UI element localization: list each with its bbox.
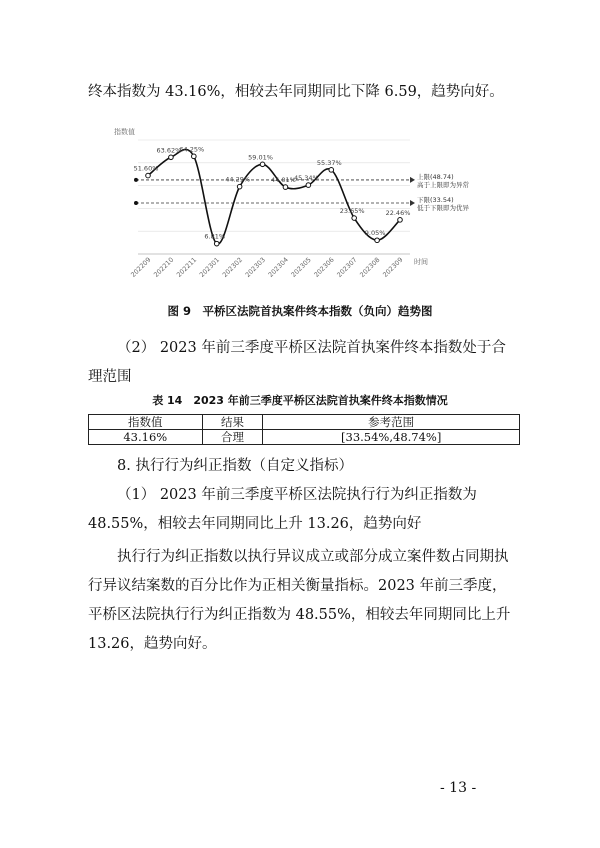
data-point xyxy=(169,155,174,160)
y-axis-label: 指数值 xyxy=(114,128,135,136)
data-label: 44.29% xyxy=(225,175,251,184)
x-axis-label: 时间 xyxy=(414,258,428,266)
upper-threshold-arrow xyxy=(410,177,415,183)
data-label: 22.46% xyxy=(385,208,411,217)
data-point xyxy=(398,218,403,223)
series-line xyxy=(148,149,400,244)
result-table xyxy=(88,414,520,445)
x-tick-label: 202309 xyxy=(381,255,405,279)
x-tick-label: 202302 xyxy=(220,255,245,279)
x-tick-label: 202209 xyxy=(129,255,153,279)
x-tick-label: 202307 xyxy=(335,255,359,279)
data-point xyxy=(283,185,288,190)
x-tick-label: 202308 xyxy=(358,255,382,279)
table-header: 指数值 xyxy=(89,415,203,430)
x-tick-label: 202303 xyxy=(243,255,267,279)
table-caption: 表 14 2023 年前三季度平桥区法院首执案件终本指数情况 xyxy=(152,394,448,407)
paragraph-top: 终本指数为 43.16%，相较去年同期同比下降 6.59，趋势向好。 xyxy=(88,84,504,100)
x-tick-label: 202301 xyxy=(197,255,222,279)
lower-threshold-label: 下限(33.54) xyxy=(417,196,454,205)
x-tick-label: 202304 xyxy=(266,255,290,279)
table-header-row xyxy=(89,415,520,430)
paragraph-definition: 执行行为纠正指数以执行异议成立或部分成立案件数占同期执行异议结案数的百分比作为正相关衡量指标。2023 年前三季度，平桥区法院执行行为纠正指数为 48.55%，相较去年同期同比上升 13.26，趋势向好。 xyxy=(88,549,511,652)
data-label: 55.37% xyxy=(316,158,342,167)
data-point xyxy=(237,184,242,189)
data-label: 44.01% xyxy=(271,176,296,185)
section-heading: 8. 执行行为纠正指数（自定义指标） xyxy=(117,458,353,474)
data-label: 45.34% xyxy=(293,174,319,183)
data-label: 23.65% xyxy=(339,207,365,216)
paragraph-range: （2） 2023 年前三季度平桥区法院首执案件终本指数处于合理范围 xyxy=(88,340,506,385)
paragraph-correction: （1） 2023 年前三季度平桥区法院执行行为纠正指数为 48.55%，相较去年同期同比上升 13.26，趋势向好 xyxy=(88,487,477,532)
data-point xyxy=(146,173,151,178)
trend-chart xyxy=(112,124,482,294)
x-tick-label: 202306 xyxy=(312,255,336,279)
x-tick-label: 202211 xyxy=(175,255,199,279)
x-tick-label: 202210 xyxy=(152,255,176,279)
lower-threshold-dot xyxy=(134,201,138,205)
upper-threshold-dot xyxy=(134,178,138,182)
table-row xyxy=(89,430,520,445)
data-label: 63.62% xyxy=(156,146,182,155)
x-tick-label: 202305 xyxy=(289,255,313,279)
data-label: 59.01% xyxy=(248,153,273,162)
data-point xyxy=(306,183,311,188)
lower-threshold-note: 低于下限即为优异 xyxy=(417,204,469,213)
upper-threshold-label: 上限(48.74) xyxy=(417,172,454,181)
data-point xyxy=(329,168,334,173)
page-number: - 13 - xyxy=(440,780,477,796)
figure-caption: 图 9 平桥区法院首执案件终本指数（负向）趋势图 xyxy=(167,304,433,318)
data-point xyxy=(260,162,265,167)
chart-svg xyxy=(112,124,482,294)
data-label: 6.81% xyxy=(204,232,226,241)
table-header: 参考范围 xyxy=(263,415,520,430)
table-cell-range: [33.54%,48.74%] xyxy=(263,430,520,445)
data-label: 64.25% xyxy=(179,145,205,154)
data-label: 9.05% xyxy=(364,229,386,238)
data-point xyxy=(352,216,357,221)
lower-threshold-arrow xyxy=(410,200,415,206)
table-header: 结果 xyxy=(202,415,263,430)
data-point xyxy=(375,238,380,243)
data-point xyxy=(192,154,197,159)
data-point xyxy=(214,241,219,246)
table-cell-value: 43.16% xyxy=(89,430,203,445)
data-label: 51.60% xyxy=(133,164,159,173)
upper-threshold-note: 高于上限即为异常 xyxy=(417,180,469,189)
table-cell-result: 合理 xyxy=(202,430,263,445)
